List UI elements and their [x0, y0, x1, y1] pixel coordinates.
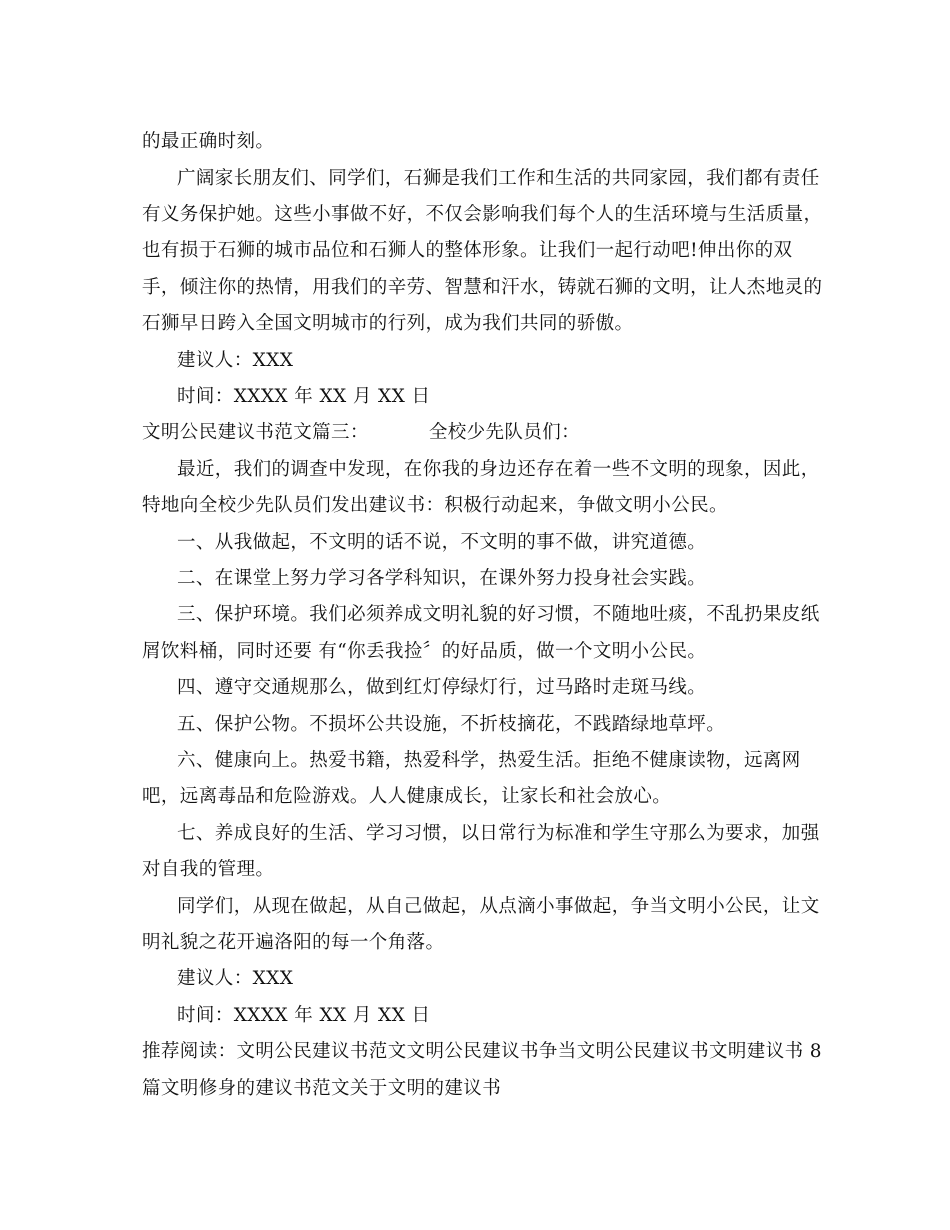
- list-item: 二、在课堂上努力学习各学科知识，在课外努力投身社会实践。: [177, 568, 707, 589]
- text-line: 手，倾注你的热情，用我们的辛劳、智慧和汗水，铸就石狮的文明，让人杰地灵的: [142, 277, 823, 298]
- date-line: 时间：XXXX 年 XX 月 XX 日: [177, 386, 431, 407]
- text-line: 石狮早日跨入全国文明城市的行列，成为我们共同的骄傲。: [142, 313, 634, 334]
- date-line: 时间：XXXX 年 XX 月 XX 日: [177, 1005, 431, 1026]
- list-item: 五、保护公物。不损坏公共设施，不折枝摘花，不践踏绿地草坪。: [177, 714, 726, 735]
- list-item: 四、遵守交通规那么，做到红灯停绿灯行，过马路时走斑马线。: [177, 677, 707, 698]
- text-line: 同学们，从现在做起，从自己做起，从点滴小事做起，争当文明小公民，让文: [177, 896, 820, 917]
- text-line: 有义务保护她。这些小事做不好，不仅会影响我们每个人的生活环境与生活质量，: [142, 204, 823, 225]
- text-line: 特地向全校少先队员们发出建议书：积极行动起来，争做文明小公民。: [142, 495, 728, 516]
- text-line: 也有损于石狮的城市品位和石狮人的整体形象。让我们一起行动吧!伸出你的双: [142, 240, 793, 261]
- text-line: 屑饮料桶，同时还要 有“你丢我捡〞的好品质，做一个文明小公民。: [142, 641, 707, 662]
- salutation: 全校少先队员们：: [428, 422, 581, 443]
- section-heading: [142, 421, 580, 445]
- text-line: 广阔家长朋友们、同学们，石狮是我们工作和生活的共同家园，我们都有责任: [177, 168, 820, 189]
- list-item: 一、从我做起，不文明的话不说，不文明的事不做，讲究道德。: [177, 532, 707, 553]
- list-item: 三、保护环境。我们必须养成文明礼貌的好习惯，不随地吐痰，不乱扔果皮纸: [177, 604, 820, 625]
- recommended-reading: 篇文明修身的建议书范文关于文明的建议书: [142, 1078, 502, 1099]
- text-line: 的最正确时刻。: [142, 131, 275, 152]
- list-item: 七、养成良好的生活、学习习惯，以日常行为标准和学生守那么为要求，加强: [177, 823, 820, 844]
- text-line: 最近，我们的调查中发现，在你我的身边还存在着一些不文明的现象，因此，: [177, 459, 820, 480]
- signature-line: 建议人：XXX: [177, 968, 294, 989]
- text-line: 明礼貌之花开遍洛阳的每一个角落。: [142, 932, 445, 953]
- list-item: 六、健康向上。热爱书籍，热爱科学，热爱生活。拒绝不健康读物，远离网: [177, 750, 801, 771]
- signature-line: 建议人：XXX: [177, 350, 294, 371]
- text-line: 对自我的管理。: [142, 859, 275, 880]
- recommended-reading: 推荐阅读：文明公民建议书范文文明公民建议书争当文明公民建议书文明建议书 8: [142, 1041, 822, 1062]
- section-title: 文明公民建议书范文篇三：: [142, 422, 369, 443]
- text-line: 吧，远离毒品和危险游戏。人人健康成长，让家长和社会放心。: [142, 786, 672, 807]
